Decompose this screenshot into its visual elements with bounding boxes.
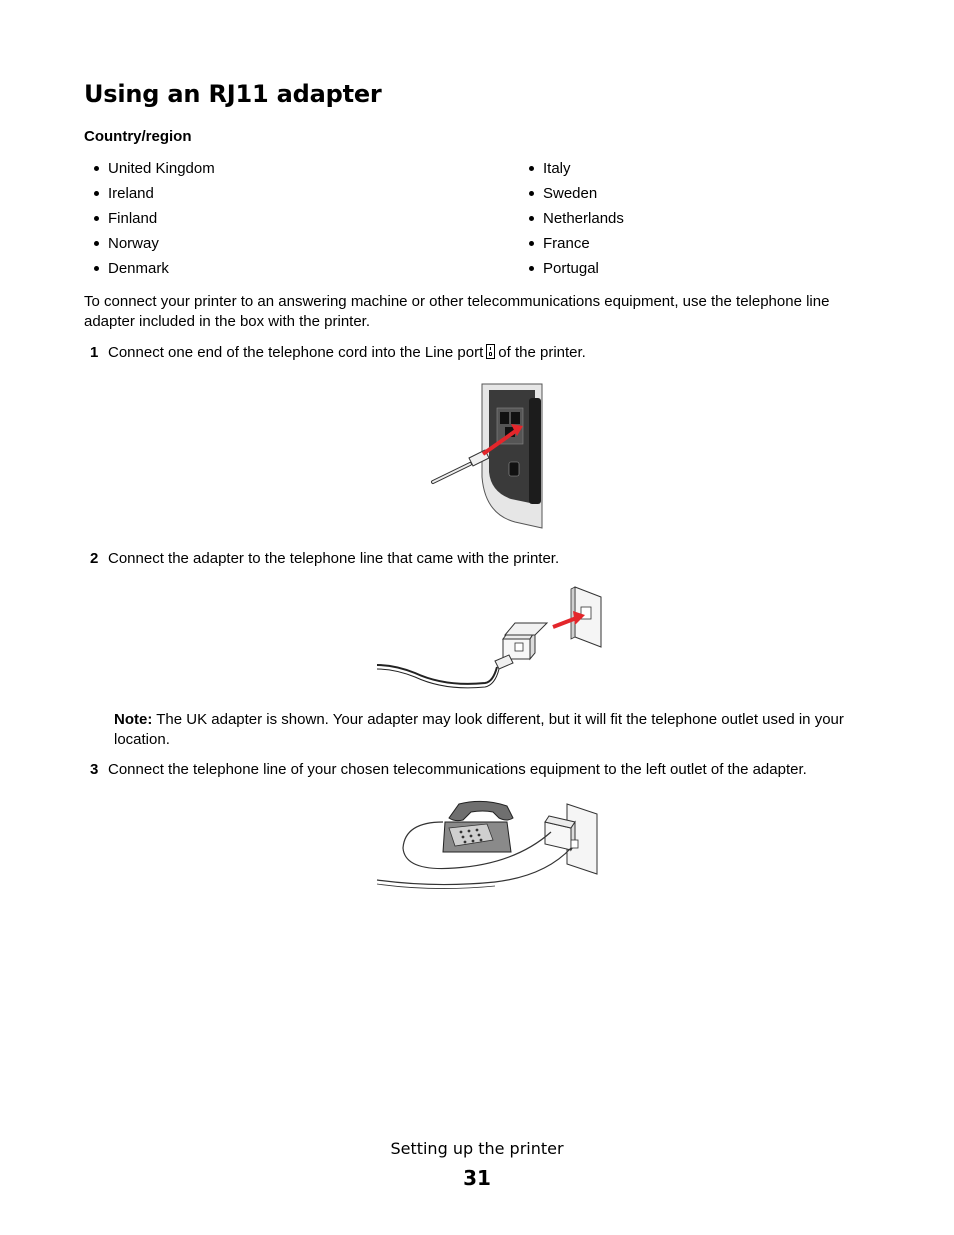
section-title: Using an RJ11 adapter	[84, 80, 382, 108]
list-item: United Kingdom	[84, 159, 215, 184]
list-item: Denmark	[84, 259, 215, 284]
country-list-right	[519, 159, 624, 284]
line-port-icon	[486, 344, 495, 359]
telephone-adapter-illustration	[375, 792, 607, 892]
note	[114, 710, 894, 750]
step-text: Connect the telephone line of your chosen telecommunications equipment to the left outlet of the adapter.	[108, 761, 807, 778]
list-item: Italy	[519, 159, 624, 184]
note-label: Note:	[114, 711, 153, 728]
footer-section-label: Setting up the printer	[390, 1139, 564, 1158]
list-item: Ireland	[84, 184, 215, 209]
page-number: 31	[463, 1166, 491, 1190]
step-number: 1	[90, 344, 99, 361]
step-text: Connect one end of the telephone cord into the Line port of the printer.	[108, 344, 586, 361]
step-number: 2	[90, 550, 99, 567]
step-text: Connect the adapter to the telephone line that came with the printer.	[108, 550, 560, 567]
country-region-heading: Country/region	[84, 128, 192, 145]
intro-paragraph: To connect your printer to an answering machine or other telecommunications equipment, use the telephone line adapter included in the box with the printer.	[84, 293, 830, 330]
list-item: France	[519, 234, 624, 259]
list-item: Netherlands	[519, 209, 624, 234]
list-item: Finland	[84, 209, 215, 234]
adapter-wall-illustration	[375, 583, 607, 695]
list-item: Portugal	[519, 259, 624, 284]
list-item: Sweden	[519, 184, 624, 209]
note-text: The UK adapter is shown. Your adapter may look different, but it will fit the telephone outlet used in your location.	[114, 711, 844, 748]
step-number: 3	[90, 761, 99, 778]
country-list-left	[84, 159, 215, 284]
printer-port-illustration	[425, 382, 545, 530]
list-item: Norway	[84, 234, 215, 259]
